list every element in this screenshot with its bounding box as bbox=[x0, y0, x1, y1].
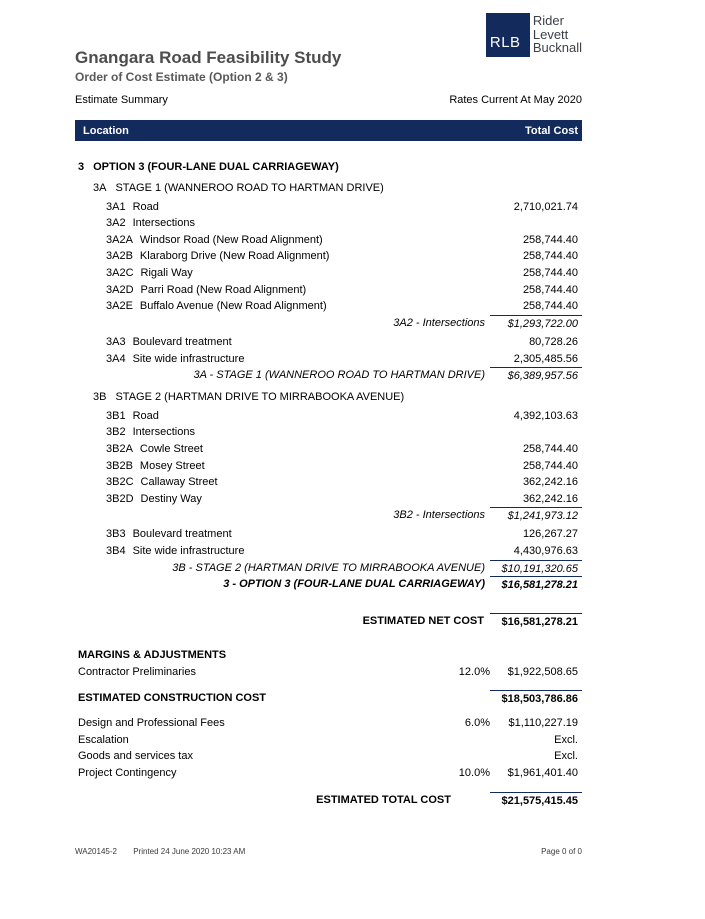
table-row-adjustment bbox=[75, 715, 582, 732]
row-label: 3A4 Site wide infrastructure bbox=[106, 351, 490, 368]
row-label: 3B - STAGE 2 (HARTMAN DRIVE TO MIRRABOOKA AVENUE) bbox=[172, 561, 485, 574]
table-row-adjustment bbox=[75, 732, 582, 749]
row-label: Project Contingency bbox=[78, 767, 177, 779]
table-row-subtotal bbox=[75, 507, 582, 524]
document-reference: WA20145-2 bbox=[75, 847, 117, 856]
row-code: 3B2 bbox=[106, 426, 126, 439]
row-code: 3B2C bbox=[106, 476, 134, 489]
row-amount: $1,922,508.65 bbox=[507, 666, 578, 679]
row-label: 3A - STAGE 1 (WANNEROO ROAD TO HARTMAN DRIVE) bbox=[193, 369, 485, 382]
table-row-item bbox=[75, 232, 582, 249]
row-amount: 4,430,976.63 bbox=[513, 545, 578, 558]
row-label: 3 OPTION 3 (FOUR-LANE DUAL CARRIAGEWAY) bbox=[78, 159, 582, 176]
row-percent: 10.0% bbox=[458, 767, 490, 779]
table-row-item bbox=[75, 265, 582, 282]
row-label: 3B2 - Intersections bbox=[393, 509, 485, 522]
logo-abbr: RLB bbox=[489, 34, 521, 51]
row-amount: Excl. bbox=[554, 750, 578, 763]
row-amount: 2,305,485.56 bbox=[513, 352, 578, 365]
row-code: 3 bbox=[78, 161, 85, 173]
table-row-total bbox=[75, 613, 582, 630]
row-label: 3B2B Mosey Street bbox=[106, 458, 490, 475]
row-amount: 362,242.16 bbox=[522, 492, 578, 505]
row-label: 3A2 Intersections bbox=[106, 215, 490, 232]
column-header-location: Location bbox=[83, 124, 129, 137]
table-row-item bbox=[75, 298, 582, 315]
row-label: 3B3 Boulevard treatment bbox=[106, 526, 490, 543]
table-row-subtotal bbox=[75, 560, 582, 577]
row-code: 3A2E bbox=[106, 300, 133, 313]
rlb-logo-icon bbox=[486, 13, 530, 57]
row-label: MARGINS & ADJUSTMENTS bbox=[78, 649, 227, 662]
meta-row bbox=[75, 94, 582, 106]
row-code: 3A2C bbox=[106, 267, 134, 280]
row-code: 3A4 bbox=[106, 352, 126, 365]
row-label: 3 - OPTION 3 (FOUR-LANE DUAL CARRIAGEWAY) bbox=[223, 578, 485, 591]
row-code: 3A2B bbox=[106, 250, 133, 263]
row-label: 3A2B Klaraborg Drive (New Road Alignment) bbox=[106, 248, 490, 265]
row-amount: $1,961,401.40 bbox=[507, 767, 578, 779]
row-amount: $1,241,973.12 bbox=[490, 507, 582, 524]
printed-timestamp: Printed 24 June 2020 10:23 AM bbox=[133, 847, 246, 856]
table-row-item bbox=[75, 351, 582, 368]
table-row-item bbox=[75, 424, 582, 441]
row-amount: $1,110,227.19 bbox=[508, 717, 578, 730]
row-code: 3A2 bbox=[106, 217, 126, 230]
row-amount: 80,728.26 bbox=[529, 335, 578, 348]
rlb-logo bbox=[486, 13, 582, 57]
footer-left bbox=[75, 847, 259, 856]
row-label: ESTIMATED CONSTRUCTION COST bbox=[78, 691, 267, 704]
row-label: 3A2C Rigali Way bbox=[106, 265, 490, 282]
row-amount: $1,293,722.00 bbox=[490, 315, 582, 332]
row-label: Goods and services tax bbox=[78, 750, 193, 763]
row-code: 3A bbox=[93, 181, 107, 194]
row-percent: 6.0% bbox=[464, 717, 490, 730]
row-label: 3A2 - Intersections bbox=[393, 316, 485, 329]
row-amount: $18,503,786.86 bbox=[490, 690, 582, 707]
row-label: 3B2C Callaway Street bbox=[106, 474, 490, 491]
table-row-item bbox=[75, 199, 582, 216]
table-row-subtotal bbox=[75, 315, 582, 332]
page-number: Page 0 of 0 bbox=[541, 847, 582, 856]
logo-line-1: Rider bbox=[532, 13, 564, 28]
row-label: Design and Professional Fees bbox=[78, 717, 225, 730]
row-label: 3A STAGE 1 (WANNEROO ROAD TO HARTMAN DRIVE) bbox=[93, 180, 582, 197]
row-amount: 258,744.40 bbox=[522, 459, 578, 472]
page-footer bbox=[75, 847, 582, 856]
row-amount: 126,267.27 bbox=[522, 528, 578, 541]
table-row-item bbox=[75, 248, 582, 265]
table-row-total bbox=[75, 792, 582, 809]
row-percent bbox=[434, 732, 490, 749]
row-amount: 258,744.40 bbox=[522, 267, 578, 280]
row-label: 3B2A Cowle Street bbox=[106, 441, 490, 458]
row-amount bbox=[490, 424, 582, 441]
row-amount: 258,744.40 bbox=[522, 300, 578, 313]
row-code: 3A3 bbox=[106, 335, 126, 348]
table-row-item bbox=[75, 408, 582, 425]
table-row-item bbox=[75, 474, 582, 491]
table-row-item bbox=[75, 458, 582, 475]
row-label: Contractor Preliminaries bbox=[78, 666, 196, 679]
row-percent: 12.0% bbox=[458, 666, 490, 679]
row-amount: 258,744.40 bbox=[522, 233, 578, 246]
row-amount: $16,581,278.21 bbox=[490, 613, 582, 630]
rates-current-label: Rates Current At May 2020 bbox=[449, 94, 582, 106]
row-code: 3B1 bbox=[106, 409, 126, 422]
row-label: 3B4 Site wide infrastructure bbox=[106, 543, 490, 560]
table-row-adjustment bbox=[75, 664, 582, 681]
logo-line-3: Bucknall bbox=[532, 40, 582, 55]
row-amount: $16,581,278.21 bbox=[490, 576, 582, 593]
logo-company-name bbox=[533, 14, 582, 55]
table-row-item bbox=[75, 526, 582, 543]
row-amount: $6,389,957.56 bbox=[490, 367, 582, 384]
table-row-subtotal bbox=[75, 367, 582, 384]
row-code: 3B2B bbox=[106, 459, 133, 472]
table-row-section1 bbox=[75, 159, 582, 176]
estimate-summary-label: Estimate Summary bbox=[75, 94, 168, 106]
row-label: 3B2D Destiny Way bbox=[106, 491, 490, 508]
logo-line-2: Levett bbox=[532, 26, 569, 42]
row-label: ESTIMATED TOTAL COST bbox=[316, 793, 451, 806]
row-amount: 4,392,103.63 bbox=[513, 409, 578, 422]
row-label: 3A3 Boulevard treatment bbox=[106, 334, 490, 351]
table-row-item bbox=[75, 491, 582, 508]
row-amount: 362,242.16 bbox=[522, 476, 578, 489]
table-row-section2 bbox=[75, 389, 582, 406]
table-row-heading bbox=[75, 647, 582, 664]
document-subtitle: Order of Cost Estimate (Option 2 & 3) bbox=[75, 70, 288, 84]
table-header-bar bbox=[75, 120, 582, 141]
estimate-table-body bbox=[75, 152, 582, 808]
row-code: 3B3 bbox=[106, 528, 126, 541]
table-row-item bbox=[75, 282, 582, 299]
row-code: 3A2A bbox=[106, 233, 133, 246]
document-title: Gnangara Road Feasibility Study bbox=[75, 48, 342, 67]
row-label: 3A1 Road bbox=[106, 199, 490, 216]
row-amount: 258,744.40 bbox=[522, 283, 578, 296]
row-label: 3B2 Intersections bbox=[106, 424, 490, 441]
row-label: 3A2E Buffalo Avenue (New Road Alignment) bbox=[106, 298, 490, 315]
row-amount bbox=[490, 215, 582, 232]
row-label: 3A2D Parri Road (New Road Alignment) bbox=[106, 282, 490, 299]
table-row-total bbox=[75, 690, 582, 707]
row-code: 3B2A bbox=[106, 443, 133, 455]
row-code: 3A2D bbox=[106, 283, 134, 296]
row-label: Escalation bbox=[78, 733, 129, 746]
row-label: 3A2A Windsor Road (New Road Alignment) bbox=[106, 232, 490, 249]
row-amount: $10,191,320.65 bbox=[490, 560, 582, 577]
row-amount: 258,744.40 bbox=[522, 250, 578, 263]
row-label: ESTIMATED NET COST bbox=[362, 614, 484, 627]
table-row-item bbox=[75, 215, 582, 232]
row-code: 3A1 bbox=[106, 200, 126, 213]
row-percent bbox=[434, 748, 490, 765]
row-code: 3B bbox=[93, 390, 107, 403]
table-row-grand bbox=[75, 576, 582, 593]
document-page bbox=[75, 0, 582, 919]
table-row-section2 bbox=[75, 180, 582, 197]
table-row-adjustment bbox=[75, 765, 582, 782]
row-amount: 258,744.40 bbox=[522, 443, 578, 455]
row-amount: 2,710,021.74 bbox=[513, 200, 578, 213]
row-code: 3B4 bbox=[106, 545, 126, 558]
column-header-total-cost: Total Cost bbox=[525, 124, 578, 137]
table-row-item bbox=[75, 543, 582, 560]
row-label: 3B1 Road bbox=[106, 408, 490, 425]
row-code: 3B2D bbox=[106, 492, 134, 505]
row-amount: Excl. bbox=[554, 733, 578, 746]
row-label: 3B STAGE 2 (HARTMAN DRIVE TO MIRRABOOKA AVENUE) bbox=[93, 389, 582, 406]
table-row-adjustment bbox=[75, 748, 582, 765]
row-amount: $21,575,415.45 bbox=[490, 792, 582, 809]
table-row-item bbox=[75, 334, 582, 351]
table-row-item bbox=[75, 441, 582, 458]
